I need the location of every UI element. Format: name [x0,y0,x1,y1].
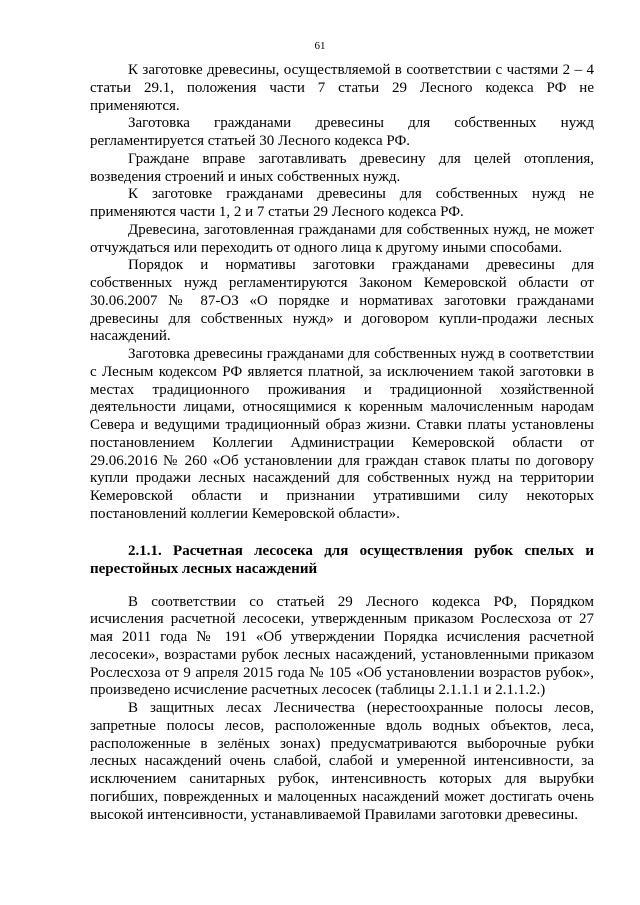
section-heading: 2.1.1. Расчетная лесосека для осуществления рубок спелых и перестойных лесных насаждений [90,542,594,577]
paragraph: Заготовка гражданами древесины для собственных нужд регламентируется статьей 30 Лесного кодекса РФ. [90,115,594,149]
page-number: 61 [314,40,326,52]
paragraph: Порядок и нормативы заготовки гражданами древесины для собственных нужд регламентируются Законом Кемеровской области от 30.06.2007 № 87-ОЗ «О порядке и нормативах заготовки гражданами древесины для собственных нужд» и договором купли-продажи лесных насаждений. [90,257,594,345]
paragraph: В защитных лесах Лесничества (нерестоохранные полосы лесов, запретные полосы лесов, расположенные вдоль водных объектов, леса, расположенные в зелёных зонах) предусматриваются выборочные рубки лесных насаждений очень слабой, слабой и умеренной интенсивности, за исключением санитарных рубок, интенсивность которых для вырубки погибших, поврежденных и малоценных насаждений может достигать очень высокой интенсивности, устанавливаемой Правилами заготовки древесины. [90,700,594,823]
paragraph: К заготовке гражданами древесины для собственных нужд не применяются части 1, 2 и 7 статьи 29 Лесного кодекса РФ. [90,186,594,220]
paragraph: Граждане вправе заготавливать древесину для целей отопления, возведения строений и иных собственных нужд. [90,150,594,185]
paragraph: К заготовке древесины, осуществляемой в соответствии с частями 2 – 4 статьи 29.1, положения части 7 статьи 29 Лесного кодекса РФ не применяются. [90,62,594,114]
paragraph: В соответствии со статьей 29 Лесного кодекса РФ, Порядком исчисления расчетной лесосеки, утвержденным приказом Рослесхоза от 27 мая 2011 года № 191 «Об утверждении Порядка исчисления расчетной лесосеки», возрастами рубок лесных насаждений, установленными приказом Рослесхоза от 9 апреля 2015 года № 105 «Об установлении возрастов рубок», произведено исчисление расчетных лесосек (таблицы 2.1.1.1 и 2.1.1.2.) [90,593,594,699]
paragraph: Заготовка древесины гражданами для собственных нужд в соответствии с Лесным кодексом РФ является платной, за исключением такой заготовки в местах традиционного проживания и традиционной хозяйственной деятельности лицами, относящимися к коренным малочисленным народам Севера и ведущими традиционный образ жизни. Ставки платы установлены постановлением Коллегии Администрации Кемеровской области от 29.06.2016 № 260 «Об установлении для граждан ставок платы по договору купли продажи лесных насаждений для собственных нужд на территории Кемеровской области и признании утратившими силу некоторых постановлений коллегии Кемеровской области». [90,346,594,522]
paragraph: Древесина, заготовленная гражданами для собственных нужд, не может отчуждаться или переходить от одного лица к другому иными способами. [90,221,594,256]
document-body [90,62,594,824]
